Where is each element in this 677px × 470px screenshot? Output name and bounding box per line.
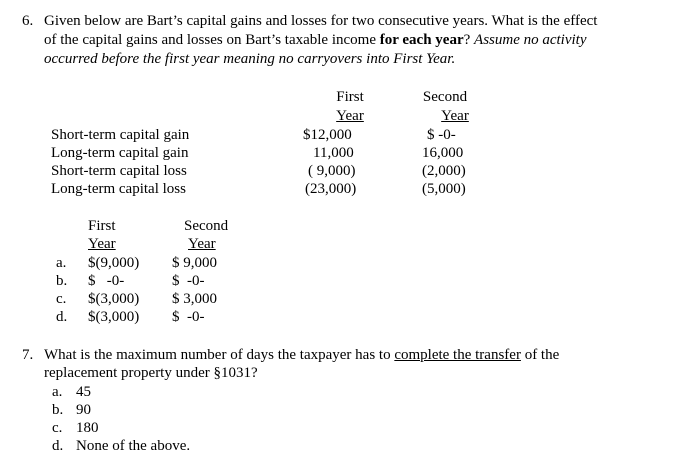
- option-text: 45: [76, 384, 91, 400]
- answer-header-first-2: Year: [88, 236, 116, 252]
- answer-header-second-1: Second: [184, 218, 229, 234]
- option-first-year: $(9,000): [88, 255, 140, 271]
- option-second-year: $ 3,000: [172, 291, 217, 307]
- row-first-year: $12,000: [303, 127, 352, 143]
- option-text: 180: [76, 420, 99, 436]
- option-first-year: $(3,000): [88, 309, 140, 325]
- option-text: 90: [76, 402, 91, 418]
- emphasis-for-each-year: for each year: [379, 32, 464, 48]
- option-letter: a.: [52, 384, 63, 400]
- row-second-year: (5,000): [422, 181, 466, 197]
- option-first-year: $ -0-: [88, 273, 125, 289]
- row-label: Short-term capital gain: [51, 127, 190, 143]
- row-first-year: 11,000: [313, 145, 354, 161]
- option-letter: d.: [52, 438, 64, 454]
- option-second-year: $ -0-: [172, 309, 205, 325]
- answer-header-second-2: Year: [188, 236, 216, 252]
- option-letter: b.: [56, 273, 68, 289]
- option-text: None of the above.: [76, 438, 191, 454]
- option-first-year: $(3,000): [88, 291, 140, 307]
- header-second-year-1: Second: [422, 89, 468, 105]
- question-6-number: 6.: [22, 13, 34, 29]
- header-second-year-2: Year: [441, 108, 469, 124]
- row-label: Long-term capital loss: [51, 181, 186, 197]
- emphasis-complete-the-transfer: complete the transfer: [394, 347, 521, 363]
- row-first-year: ( 9,000): [308, 163, 356, 179]
- row-label: Short-term capital loss: [51, 163, 187, 179]
- option-letter: a.: [56, 255, 67, 271]
- option-second-year: $ -0-: [172, 273, 205, 289]
- option-letter: c.: [56, 291, 67, 307]
- question-6-text-line3: occurred before the first year meaning no carryovers into First Year.: [44, 51, 456, 67]
- answer-header-first-1: First: [88, 218, 116, 234]
- row-second-year: $ -0-: [427, 127, 456, 143]
- option-second-year: $ 9,000: [172, 255, 217, 271]
- header-first-year-2: Year: [336, 108, 364, 124]
- row-label: Long-term capital gain: [51, 145, 189, 161]
- row-first-year: (23,000): [305, 181, 357, 197]
- header-first-year-1: First: [336, 89, 364, 105]
- option-letter: c.: [52, 420, 63, 436]
- row-second-year: (2,000): [422, 163, 466, 179]
- question-7-number: 7.: [22, 347, 34, 363]
- option-letter: d.: [56, 309, 68, 325]
- row-second-year: 16,000: [422, 145, 464, 161]
- question-6-text-line1: Given below are Bart’s capital gains and losses for two consecutive years. What is the effect: [44, 13, 598, 29]
- question-7-text-line2: replacement property under §1031?: [44, 365, 258, 381]
- question-6-text-line2: of the capital gains and losses on Bart’s taxable income for each year? Assume no activity: [44, 32, 587, 48]
- question-7-text-line1: What is the maximum number of days the taxpayer has to complete the transfer of the: [44, 347, 560, 363]
- option-letter: b.: [52, 402, 64, 418]
